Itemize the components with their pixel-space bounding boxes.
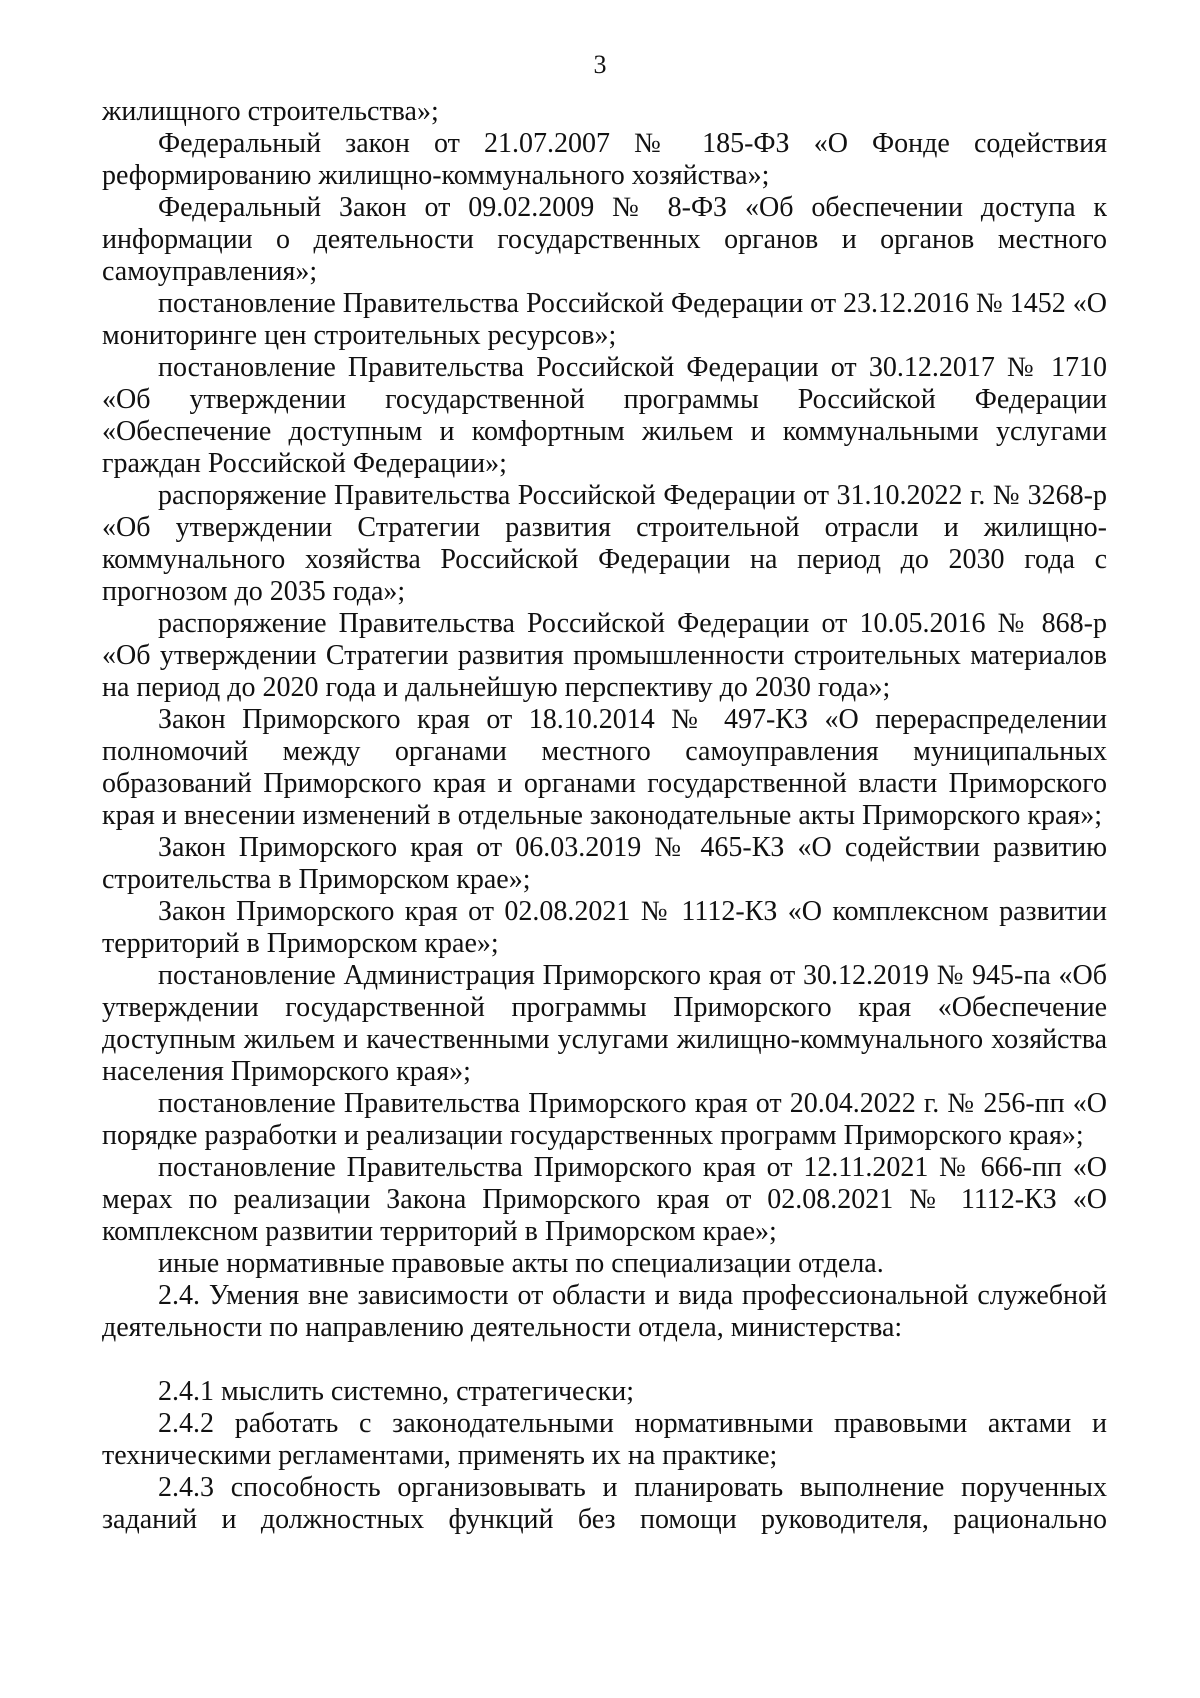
paragraph-law-185-fz: Федеральный закон от 21.07.2007 № 185-ФЗ «О Фонде содействия реформированию жилищно-коммунального хозяйства»; (102, 128, 1107, 191)
page-number: 3 (593, 50, 607, 79)
item-2-4-1: 2.4.1 мыслить системно, стратегически; (158, 1376, 634, 1407)
paragraph-continuation: жилищного строительства»; (102, 96, 439, 127)
paragraph-resolution-945-pa: постановление Администрация Приморского края от 30.12.2019 № 945-па «Об утверждении государственной программы Приморского края «Обеспечение доступным жильем и качественными услугами жилищно-коммунального хозяйства населения Приморского края»; (102, 960, 1107, 1087)
paragraph-law-8-fz: Федеральный Закон от 09.02.2009 № 8-ФЗ «Об обеспечении доступа к информации о деятельности государственных органов и органов местного самоуправления»; (102, 192, 1107, 287)
paragraph-other-acts: иные нормативные правовые акты по специализации отдела. (158, 1248, 884, 1279)
item-2-4-3: 2.4.3 способность организовывать и планировать выполнение порученных заданий и должностных функций без помощи руководителя, рационально (102, 1472, 1107, 1535)
paragraph-resolution-666-pp: постановление Правительства Приморского края от 12.11.2021 № 666-пп «О мерах по реализации Закона Приморского края от 02.08.2021 № 1112-КЗ «О комплексном развитии территорий в Приморском крае»; (102, 1152, 1107, 1247)
paragraph-resolution-256-pp: постановление Правительства Приморского края от 20.04.2022 г. № 256-пп «О порядке разработки и реализации государственных программ Приморского края»; (102, 1088, 1107, 1151)
paragraph-order-868-r: распоряжение Правительства Российской Федерации от 10.05.2016 № 868-р «Об утверждении Стратегии развития промышленности строительных материалов на период до 2020 года и дальнейшую перспективу до 2030 года»; (102, 608, 1107, 703)
section-2-4: 2.4. Умения вне зависимости от области и вида профессиональной служебной деятельности по направлению деятельности отдела, министерства: (102, 1280, 1107, 1343)
item-2-4-2: 2.4.2 работать с законодательными нормативными правовыми актами и техническими регламентами, применять их на практике; (102, 1408, 1107, 1471)
paragraph-law-465-kz: Закон Приморского края от 06.03.2019 № 465-КЗ «О содействии развитию строительства в Приморском крае»; (102, 832, 1107, 895)
paragraph-order-3268-r: распоряжение Правительства Российской Федерации от 31.10.2022 г. № 3268-р «Об утверждении Стратегии развития строительной отрасли и жилищно-коммунального хозяйства Российской Федерации на период до 2030 года с прогнозом до 2035 года»; (102, 480, 1107, 607)
document-body (102, 96, 1107, 1536)
paragraph-resolution-1452: постановление Правительства Российской Федерации от 23.12.2016 № 1452 «О мониторинге цен строительных ресурсов»; (102, 288, 1107, 351)
paragraph-resolution-1710: постановление Правительства Российской Федерации от 30.12.2017 № 1710 «Об утверждении государственной программы Российской Федерации «Обеспечение доступным и комфортным жильем и коммунальными услугами граждан Российской Федерации»; (102, 352, 1107, 479)
paragraph-law-1112-kz: Закон Приморского края от 02.08.2021 № 1112-КЗ «О комплексном развитии территорий в Приморском крае»; (102, 896, 1107, 959)
paragraph-law-497-kz: Закон Приморского края от 18.10.2014 № 497-КЗ «О перераспределении полномочий между органами местного самоуправления муниципальных образований Приморского края и органами государственной власти Приморского края и внесении изменений в отдельные законодательные акты Приморского края»; (102, 704, 1107, 831)
